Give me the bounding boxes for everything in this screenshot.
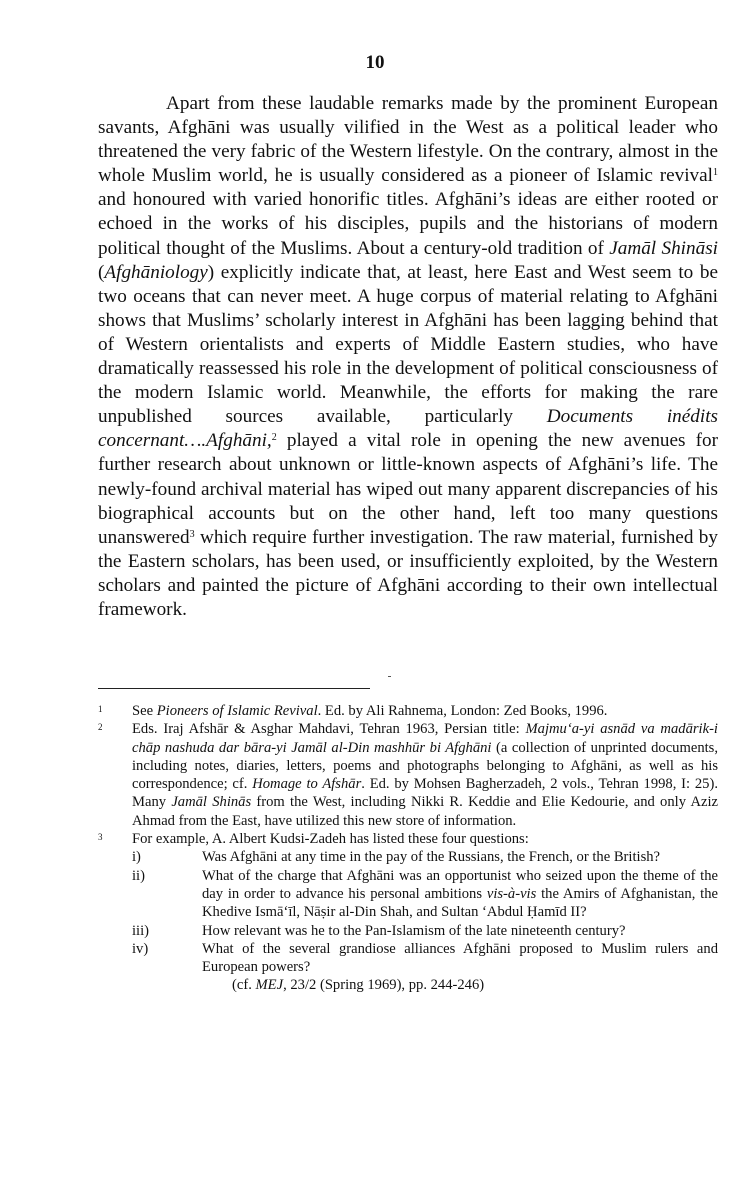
footnote-mark-1: 1 bbox=[98, 704, 103, 714]
question-item bbox=[132, 940, 718, 977]
paragraph-italic-jamal-shinasi: Jamāl Shināsi bbox=[609, 237, 718, 259]
print-speck bbox=[388, 676, 391, 677]
paragraph-text-3: ( bbox=[98, 261, 105, 283]
question-number: i) bbox=[132, 849, 141, 866]
question-text: Was Afghāni at any time in the pay of the Russians, the French, or the British? bbox=[202, 849, 661, 866]
question-2-a: What of the charge that Afghāni was an opportunist who seized upon the theme of the day in order to advance his personal ambitions bbox=[202, 867, 718, 902]
footnote-ref-2: 2 bbox=[271, 432, 277, 444]
footnote-mark-2: 2 bbox=[98, 722, 103, 733]
footnote-2-e: . Ed. by Mohsen Bagherzadeh, 2 vols., Tehran 1998, I: 25). Many bbox=[132, 776, 718, 811]
footnote-1-a: See bbox=[132, 703, 157, 719]
footnote-2-g: from the West, including Nikki R. Keddie and Elie Kedourie, and only Aziz Ahmad from the East, have utilized this new store of information. bbox=[132, 794, 718, 829]
question-text bbox=[202, 867, 718, 922]
citation-c: , 23/2 (Spring 1969), pp. 244-246) bbox=[283, 977, 485, 994]
question-number: iii) bbox=[132, 922, 150, 939]
footnote-2-homage-title: Homage to Afshār bbox=[252, 776, 362, 793]
footnote-2-a: Eds. Iraj Afshār & Asghar Mahdavi, Tehran 1963, Persian title: bbox=[132, 721, 526, 738]
footnote-1-text bbox=[132, 703, 607, 719]
footnote-3-citation bbox=[132, 976, 718, 994]
footnote-2-c: (a collection of unprinted documents, including notes, diaries, letters, poems and photographs belonging to Afghāni, as well as his correspondence; cf. bbox=[132, 739, 718, 793]
question-text: How relevant was he to the Pan-Islamism of the late nineteenth century? bbox=[202, 922, 626, 939]
paragraph-text-4: ) explicitly indicate that, at least, here East and West seem to be two oceans that can never meet. A huge corpus of material relating to Afghāni shows that Muslims’ scholarly interest in Afghāni has been lagging behind that of Western orientalists and experts of Middle Eastern studies, who have dramatically reassessed his role in the development of political consciousness of the modern Islamic world. Meanwhile, the efforts for making the rare unpublished sources available, particularly bbox=[98, 261, 718, 428]
footnote-1-title: Pioneers of Islamic Revival bbox=[156, 703, 318, 719]
footnote-3-text bbox=[132, 830, 718, 995]
page-number: 10 bbox=[365, 52, 385, 73]
footnote-2-persian-title: Majmu‘a-yi asnād va madārik-i chāp nashuda dar bāra-yi Jamāl al-Din mashhūr bi Afghāni bbox=[132, 721, 718, 756]
footnote-1-c: . Ed. by Ali Rahnema, London: Zed Books, 1996. bbox=[317, 703, 608, 719]
paragraph-text-1: Apart from these laudable remarks made by the prominent European savants, Afghāni was usually vilified in the West as a political leader who threatened the very fabric of the Western lifestyle. On the contrary, almost in the whole Muslim world, he is usually considered as a pioneer of Islamic revival bbox=[98, 93, 718, 187]
footnote-ref-3: 3 bbox=[189, 528, 195, 540]
question-item bbox=[132, 922, 718, 940]
paragraph-text-6: which require further investigation. The raw material, furnished by the Eastern scholars, has been used, or insufficiently exploited, by the Western scholars and painted the picture of Afghāni according to their own intellectual framework. bbox=[98, 526, 718, 620]
question-2-vis-a-vis: vis-à-vis bbox=[486, 885, 537, 902]
footnote-2-text bbox=[132, 721, 718, 828]
question-item bbox=[132, 848, 718, 866]
footnote-2-jamal-shinas: Jamāl Shinās bbox=[171, 794, 252, 811]
paragraph-text-2: and honoured with varied honorific titles. Afghāni’s ideas are either rooted or echoed in the works of his disciples, pupils and the historians of modern political thought of the Muslims. About a century-old tradition of bbox=[98, 189, 718, 259]
footnotes bbox=[98, 702, 718, 995]
main-paragraph bbox=[98, 92, 718, 622]
citation-journal: MEJ bbox=[255, 977, 284, 994]
paragraph-italic-afghaniology: Afghāniology bbox=[104, 261, 208, 283]
footnote-3-intro: For example, A. Albert Kudsi-Zadeh has listed these four questions: bbox=[132, 831, 529, 848]
citation-a: (cf. bbox=[232, 977, 256, 994]
footnote-mark-3: 3 bbox=[98, 832, 103, 843]
footnote-3 bbox=[98, 830, 718, 995]
question-number: ii) bbox=[132, 867, 145, 884]
question-item bbox=[132, 867, 718, 922]
footnote-ref-1: 1 bbox=[713, 167, 718, 179]
footnote-separator bbox=[98, 688, 370, 689]
footnote-2 bbox=[98, 720, 718, 830]
question-list bbox=[132, 848, 718, 976]
question-text: What of the several grandiose alliances Afghāni proposed to Muslim rulers and European powers? bbox=[202, 940, 718, 976]
main-paragraph-block bbox=[98, 92, 718, 622]
question-number: iv) bbox=[132, 940, 149, 957]
question-2-c: the Amirs of Afghanistan, the Khedive Ismā‘īl, Nāṣir al-Din Shah, and Sultan ‘Abdul Ḥamīd II? bbox=[202, 885, 718, 921]
paragraph-italic-documents: Documents inédits concernant….Afghāni, bbox=[98, 406, 718, 452]
footnote-1 bbox=[98, 702, 718, 720]
paragraph-text-5: played a vital role in opening the new avenues for further research about unknown or little-known aspects of Afghāni’s life. The newly-found archival material has wiped out many apparent discrepancies of his biographical accounts but on the other hand, left too many questions unanswered bbox=[98, 430, 718, 548]
